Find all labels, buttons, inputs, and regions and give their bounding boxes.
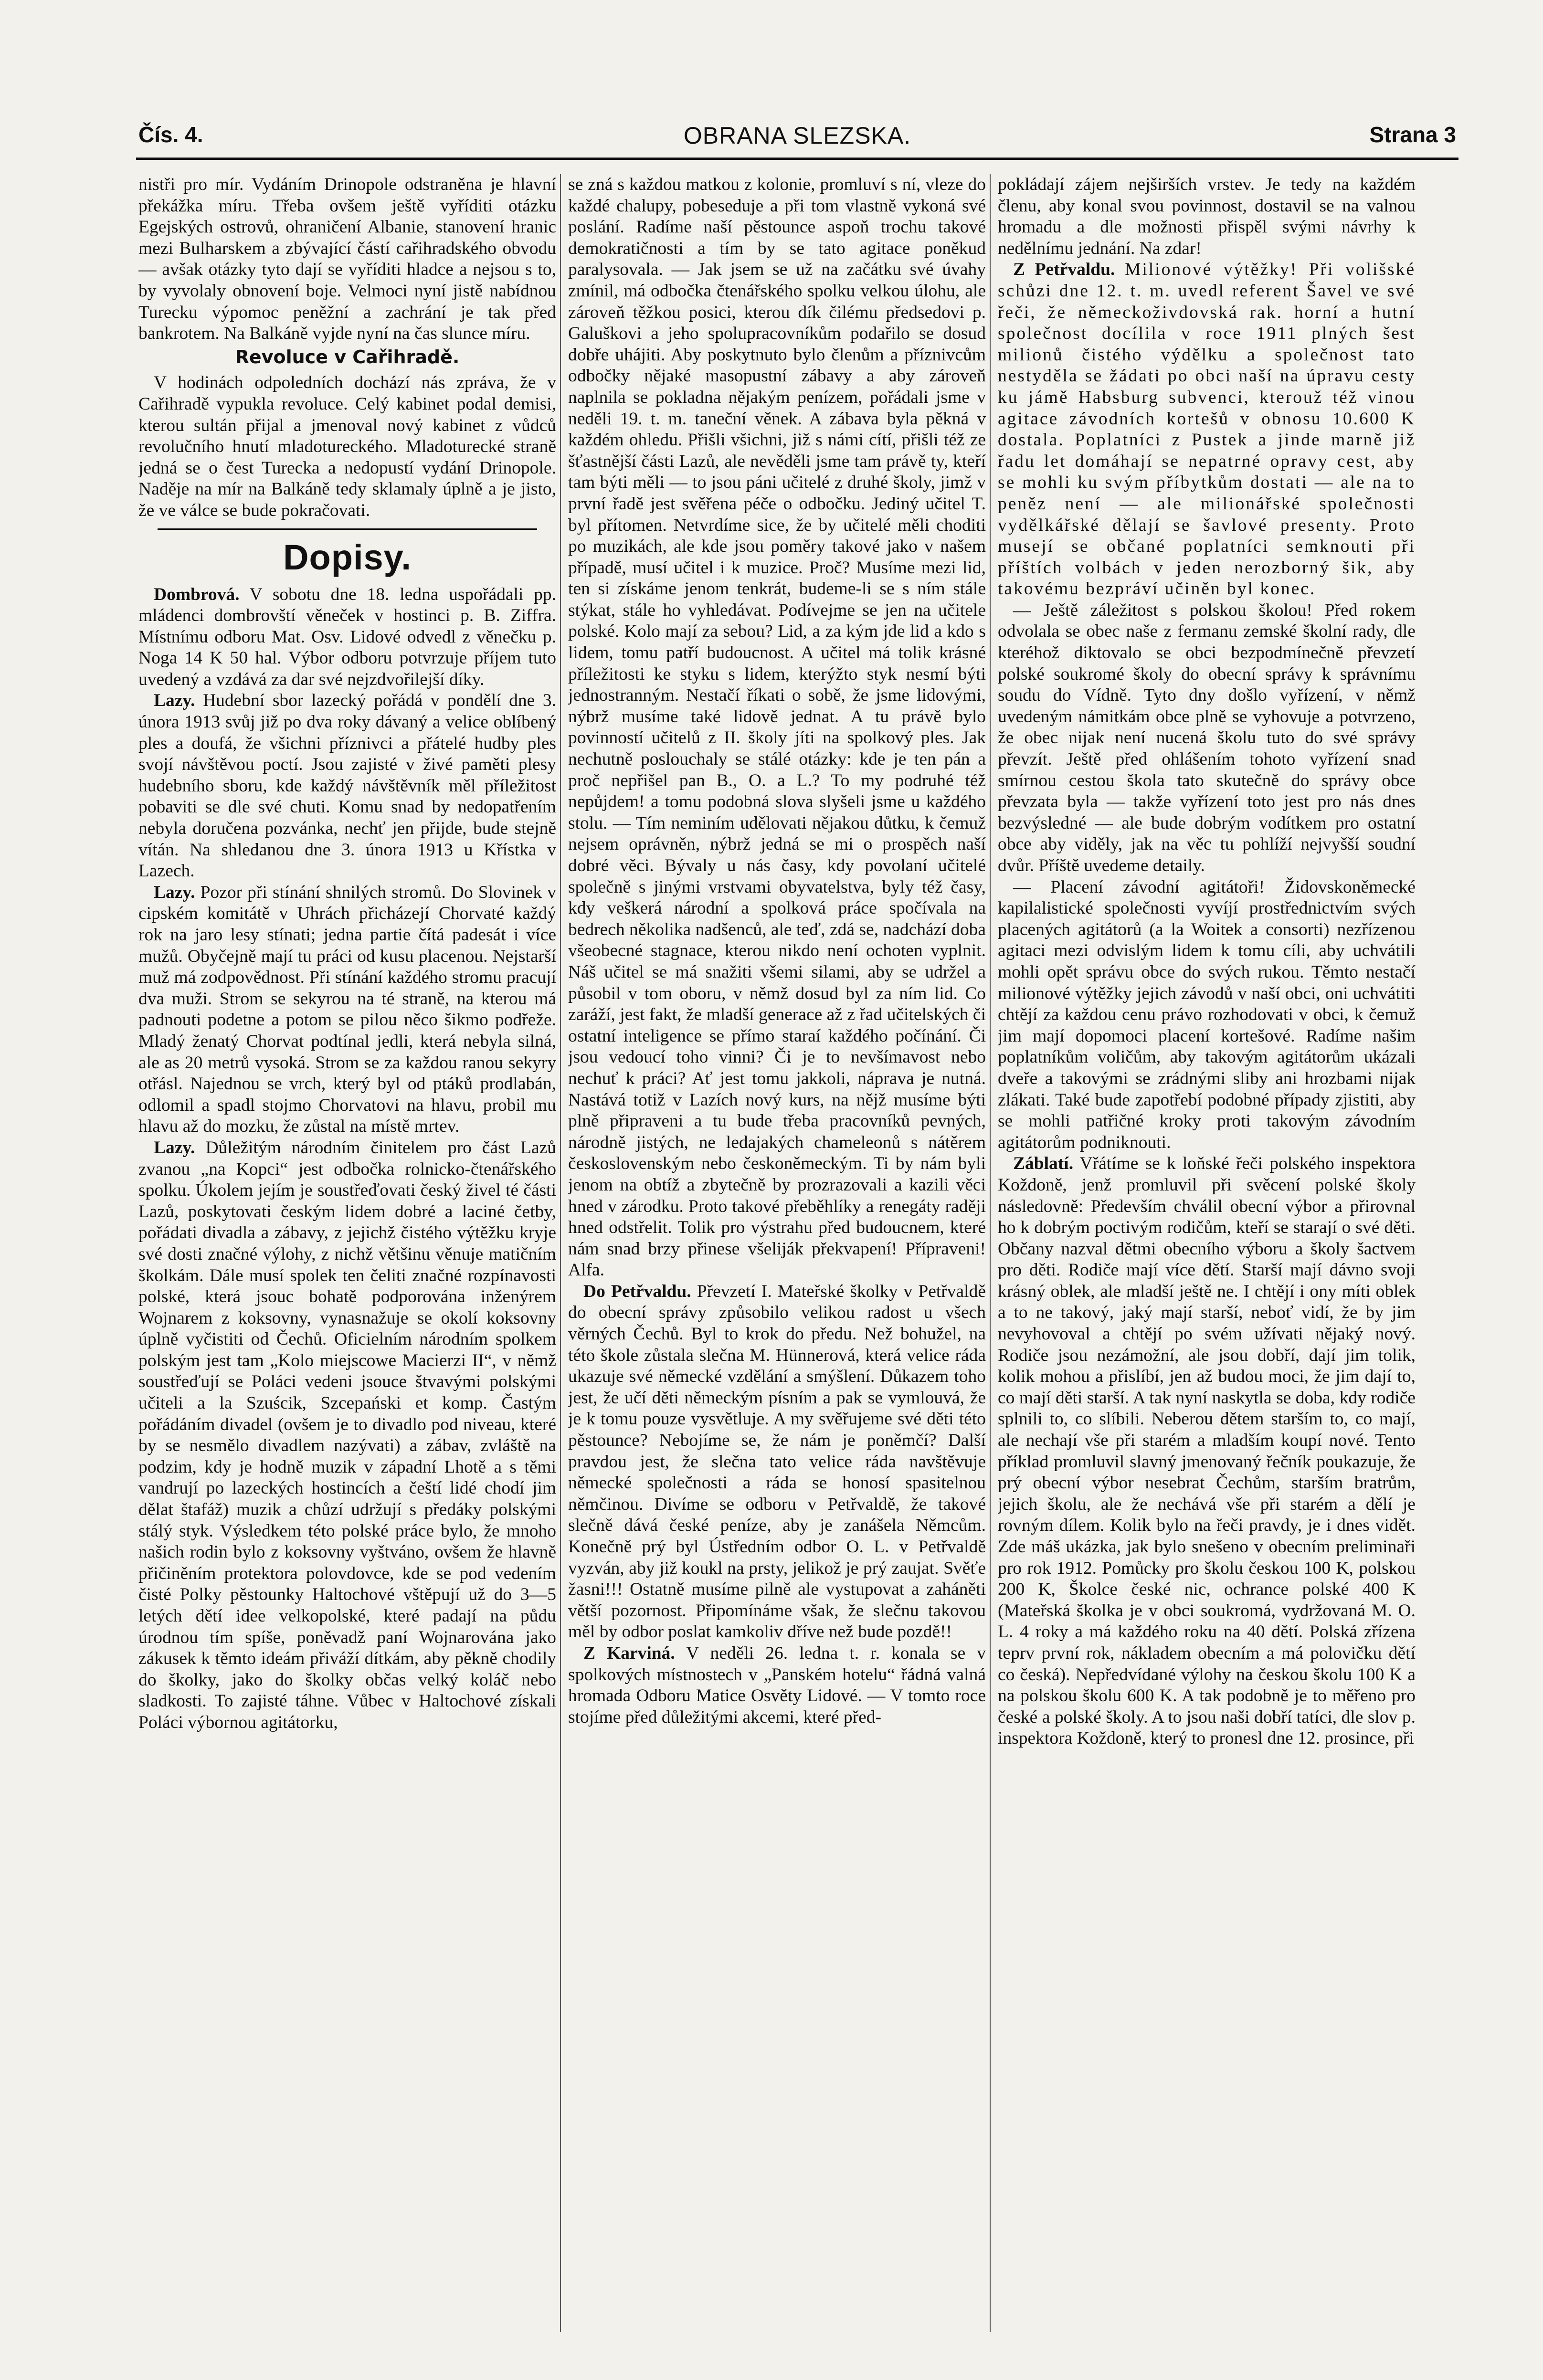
section-heading-dopisy: Dopisy.	[283, 537, 412, 577]
letter-place: Dombrová.	[154, 584, 240, 604]
letter-place: Lazy.	[154, 1137, 195, 1158]
header-rule	[136, 158, 1458, 160]
article-paragraph: pokládají zájem nejširších vrstev. Je tedy na každém členu, aby konal svou povinnost, dostavil se na valnou hromadu a dle možnosti přispěl svými návrhy k nedělnímu jednání. Na zdar!	[998, 175, 1416, 258]
issue-number: Čís. 4.	[138, 122, 203, 147]
column-1	[138, 174, 556, 2344]
column-2	[568, 174, 986, 2344]
letter-text: Milionové výtěžky! Při volišské schůzi dne 12. t. m. uvedl referent Šavel ve své řeči, že německoživdovská rak. horní a hutní společnost docílila v roce 1911 plných šest milionů čistého výdělku a společnost tato nestyděla se žádati po obci naší na úpravu cesty ku jámě Habsburg subvenci, kterouž též vinou agitace závodních kortešů v obnosu 10.600 K dostala. Poplatníci z Pustek a jinde marně již řadu let domáhají se nepatrné opravy cest, aby se mohli ku svým příbytkům dostati — ale na to peněz není — ale milionářské společnosti vydělkářské dělají se šavlové presenty. Proto musejí se občané poplatníci semknouti při příštích volbách v jeden nerozborný šik, aby takovému bezpráví učiněn byl konec.	[998, 260, 1416, 599]
letter-text: Převzetí I. Mateřské školky v Petřvaldě do obecní správy způsobilo velikou radost u všech věrných Čechů. Byl to krok do předu. Než bohužel, na této škole zůstala slečna M. Hünnerová, která velice ráda ukazuje své německé vzdělání a smýšlení. Důkazem toho jest, že učí děti německým písním a pak se vymlouvá, že je k tomu pouze vysvětluje. A my svěřujeme své děti této pěstounce? Nebojíme se, že nám je poněmčí? Další pravdou jest, že slečna tato velice ráda navštěvuje německé společnosti a ráda se honosí spasitelnou němčinou. Divíme se odboru v Petřvaldě, že takové slečně dává české peníze, aby je zanášela Němcům. Konečně prý byl Ústředním odbor O. L. v Petřvaldě vyzván, aby již koukl na prsty, jelikož je prý zaujat. Svěťe žasni!!! Ostatně musíme pilně ale vystupovat a zaháněti větší pozornost. Připomínáme však, že slečnu takovou měl by odbor poslat kamkoliv dříve než bude pozdě!!	[568, 1281, 986, 1642]
letter-paragraph	[138, 1137, 556, 1734]
column-divider	[560, 174, 561, 2332]
letter-text: Vřátíme se k loňské řeči polského inspektora Koždoně, jenž promluvil při svěcení polské školy následovně: Především chválil obecní výbor a přirovnal ho k dobrým poctivým rodičům, kteří se starají o své děti. Občany nazval dětmi obecního výboru a školy šactvem pro děti. Rodiče mají více dětí. Starší mají dávno svoji krásný oblek, ale mladší ještě ne. I chtějí i ony míti oblek a to ne takový, jaký mají starší, neboť vidí, že by jim nevyhovoval a chtějí po svém užívati nějaký nový. Rodiče jsou nezámožní, ale jsou dobří, dají jim tolik, kolik mohou a přislíbí, jen až budou moci, že jim dají to, co mají děti starší. A tak nyní naskytla se doba, kdy rodiče splnili to, co slíbili. Neberou dětem starším to, co mají, ale nechají vše při starém a mladším koupí nové. Tento příklad promluvil slavný jmenovaný řečník poukazuje, že prý obecní výbor nesebrat Čechům, starším bratrům, jejich školu, ale že nechává vše při starém a dělí je rovným dílem. Kolik bylo na řeči pravdy, je i dnes vidět. Zde máš ukázka, jak bylo snešeno v obecním preliminaři pro rok 1912. Pomůcky pro školu českou 100 K, polskou 200 K, Školce české nic, ochrance polské 400 K (Mateřská školka je v obci soukromá, vydržovaná M. O. L. 4 roky a má každého roku na 40 dětí. Polská zřízena teprv první rok, nákladem obecním a má polovičku dětí co česká). Nepředvídané výlohy na českou školu 100 K a na polskou školu 600 K. A tak podobně je to měřeno pro české a polské školy. A to jsou naši dobří tatíci, dle slov p. inspektora Koždoně, který to pronesl dne 12. prosince, při	[998, 1154, 1416, 1748]
article-paragraph: se zná s každou matkou z kolonie, promluví s ní, vleze do každé chalupy, pobeseduje a při tom vlastně vykoná své poslání. Radíme naší pěstounce aspoň trochu takové demokratičnosti a tím by se tato agitace poněkud paralysovala. — Jak jsem se už na začátku své úvahy zmínil, má odbočka čtenářského spolku velkou úlohu, ale zároveň těžkou posici, kterou dík čilému předsedovi p. Galuškovi a jeho spolupracovníkům podařilo se dosud dobře uhájiti. Aby poskytnuto bylo členům a příznivcům odbočky nějaké masopustní zábavy a aby zároveň naplnila se pokladna nějakým penízem, pořádali jsme v neděli 19. t. m. taneční věnek. A zábava byla pěkná v každém ohledu. Přišli všichni, již s námi cítí, přišli též ze šťastnější části Lazů, ale nevěděli jsme tam právě ty, kteří tam býti měli — to jsou páni učitelé z druhé školy, jimž v první řadě jest svěřena péče o odbočku. Jediný učitel T. byl přítomen. Netvrdíme sice, že by učitelé měli choditi po muzikách, ale kde jsou poměry takové jako v našem případě, musí učitel i k muzice. Proč? Musíme mezi lid, ten si získáme jenom tenkrát, budeme-li se s ním stále stýkat, stále ho vyhledávat. Podívejme se jen na učitele polské. Kolo mají za sebou? Lid, a za kým jde lid a kdo s lidem, tomu patří budoucnost. A učitel má tolik krásné příležitosti ke styku s lidem, kterýžto styk nesmí býti jednostranným. Nestačí říkati o sobě, že jsme lidovými, nýbrž musíme také lidově jednat. A tu právě bylo povinností učitelů z II. školy jíti na spolkový ples. Jak nechutně poslouchaly se stálé otázky: kde je ten pán a proč nepřišel pan B., O. a L.? To my podruhé též nepůjdem! a tomu podobná slova slyšeli jsme u každého stolu. — Tím neminím udělovati nějakou důtku, k čemuž nejsem oprávněn, nýbrž jedná se mi o prospěch naší dobré věci. Bývaly u nás časy, kdy povolaní učitelé společně s jinými vrstvami obyvatelstva, byly též časy, kdy veškerá národní a spolková práce spočívala na bedrech několika nadšenců, ale teď, zdá se, nadchází doba všeobecné stagnace, kterou nikdo není ochoten vyplnit. Náš učitel se má snažiti všemi silami, aby se udržel a působil v tom oboru, v němž dosud byl za ním lid. Co zaráží, jest fakt, že mladší generace až z řad učitelských či ostatní inteligence se přímo staraí každého počínání. Či jsou vedoucí toho vinni? Či je to nevšímavost nebo nechuť k práci? Ať jest tomu jakkoli, náprava je nutná. Nastává totiž v Lazích nový kurs, na nějž musíme býti plně připraveni a tu bude třeba pracovníků pevných, národně jistých, ne ledajakých chameleonů s nátěrem československým nebo českoněmeckým. Ti by nám byli jenom na obtíž a zbytečně by prozrazovali a kazili věci hned v zárodku. Proto takové přeběhlíky a renegáty raději hned odstřelit. Tolik pro výstrahu před budoucnem, které nám snad brzy přinese všeliják překvapení! Přípraveni! Alfa.	[568, 175, 986, 1280]
letter-paragraph	[138, 584, 556, 691]
letter-place: Lazy.	[154, 691, 195, 711]
column-3	[998, 174, 1416, 2344]
page-number: Strana 3	[1369, 122, 1456, 147]
letter-paragraph	[998, 1153, 1416, 1749]
letter-place: Do Petřvaldu.	[583, 1281, 691, 1301]
letter-paragraph	[138, 882, 556, 1137]
letter-paragraph	[568, 1281, 986, 1643]
letter-text: Pozor při stínání shnilých stromů. Do Slovinek v cipském komitátě v Uhrách přicházejí Chorvaté každý rok na jaro lesy stínati; jedna partie čítá padesát i více mužů. Obyčejně mají tu práci od kusu placenou. Nejstarší muž má zodpovědnost. Při stínání každého stromu pracují dva muži. Strom se sekyrou na té straně, na kterou má padnouti podetne a potom se pilou něco šikmo podřeže. Mladý ženatý Chorvat podtínal jedli, která nebyla silná, ale as 20 metrů vysoká. Strom se za každou ranou sekyry otřásl. Najednou se vrch, který byl od ptáků prodlabán, odlomil a spadl stojmo Chorvatovi na hlavu, probil mu hlavu až do mozku, že zůstal na místě mrtev.	[138, 882, 556, 1137]
article-paragraph: — Placení závodní agitátoři! Židovskoněmecké kapilalistické společnosti vyvíjí prostřednictvím svých placených agitátorů (a la Woitek a consorti) nezřízenou agitaci mezi odvislým lidem k tomu cíli, aby uchvátili mohli opět správu obce do svých rukou. Těmto nestačí milionové výtěžky jejich závodů v naší obci, oni uchvátiti chtějí za každou cenu právo rozhodovati v obci, k čemuž jim mají dopomoci placení kortešové. Radíme našim poplatníkům voličům, aby takovým agitátorům ukázali dveře a takovými se zrádnými sliby ani hrozbami nijak zlákati. Také bude zapotřebí podobné případy zjistiti, aby se mohli patřičné kroky proti takovým závodním agitátorům podniknouti.	[998, 877, 1416, 1152]
article-paragraph: V hodinách odpoledních dochází nás zpráva, že v Cařihradě vypukla revoluce. Celý kabinet podal demisi, kterou sultán přijal a jmenoval nový kabinet z vůdců revolučního hnutí mladotureckého. Mladoturecké straně jedná se o čest Turecka a nedopustí vydání Drinopole. Naděje na mír na Balkáně tedy sklamaly úplně a je jisto, že ve válce se bude pokračovati.	[138, 373, 556, 520]
letter-paragraph	[138, 690, 556, 882]
section-heading-revoluce: Revoluce v Cařihradě.	[235, 346, 460, 368]
letter-paragraph	[998, 259, 1416, 600]
article-paragraph: — Ještě záležitost s polskou školou! Před rokem odvolala se obec naše z fermanu zemské školní rady, dle kteréhož diktovalo se obci bezpodmínečně převzetí polské soukromé školy do obecní správy k správnímu soudu do Vídně. Tyto dny došlo vyřízení, v němž uvedeným námitkám obce plně se vyhovuje a potvrzeno, že obec nijak není nucená školu tuto do své správy převzít. Ještě před ohlášením tohoto vyřízení snad smírnou cestou škola tato skutečně do správy obce převzata byla — takže vyřízení toto jest pro nás dnes bezvýsledné — ale bude dobrým vodítkem pro ostatní obce aby viděly, jak na věc tu pohlíží nejvyšší soudní dvůr. Příště uvedeme detaily.	[998, 600, 1416, 875]
letter-paragraph	[568, 1643, 986, 1728]
letter-text: V sobotu dne 18. ledna uspořádali pp. mládenci dombrovští věneček v hostinci p. B. Ziffra. Místnímu odboru Mat. Osv. Lidové odvedl z věnečku p. Noga 14 K 50 hal. Výbor odboru potvrzuje příjem tuto uvedený a vzdává za dar své nejzdvořilejší díky.	[138, 584, 556, 689]
article-paragraph: nistři pro mír. Vydáním Drinopole odstraněna je hlavní překážka míru. Třeba ovšem ještě vyříditi otázku Egejských ostrovů, ohraničení Albanie, stanovení hranic mezi Bulharskem a zbývající částí cařihradského obvodu — avšak otázky tyto dají se vyříditi hladce a nejsou s to, by vyvolaly obnovení boje. Velmoci nyní jistě nabídnou Turecku výpomoc peněžní a zachrání je tak před bankrotem. Na Balkáně vyjde nyní na čas slunce míru.	[138, 175, 556, 344]
letter-place: Z Petřvaldu.	[1013, 260, 1115, 280]
letter-place: Z Karviná.	[583, 1643, 675, 1663]
letter-place: Lazy.	[154, 882, 195, 902]
letter-text: V neděli 26. ledna t. r. konala se v spolkových místnostech v „Panském hotelu“ řádná valná hromada Odboru Matice Osvěty Lidové. — V tomto roce stojíme před důležitými akcemi, které před-	[568, 1643, 986, 1727]
section-rule	[158, 528, 537, 530]
letter-text: Důležitým národním činitelem pro část Lazů zvanou „na Kopci“ jest odbočka rolnicko-čtenářského spolku. Úkolem jejím je soustřeďovati český živel té části Lazů, poskytovati českým lidem dobré a laciné četby, pořádati divadla a zábavy, z jejichž čistého výtěžku kryje své dosti značné výlohy, z nichž většinu věnuje matičním školkám. Dále musí spolek ten čeliti značné rozpínavosti polské, která jsouc bohatě podporována inženýrem Wojnarem z koksovny, vynasnažuje se okolí koksovny úplně vyčistiti od Čechů. Oficielním národním spolkem polským jest tam „Kolo miejscowe Macierzi II“, v němž soustřeďují se Poláci vedeni jsouce štvavými polskými učiteli a la Szuścik, Szcepański et komp. Častým pořádáním divadel (ovšem je to divadlo pod niveau, které by se nesmělo divadlem nazývati) a zábav, zvláště na podzim, kdy je hodně muzik v západní Lhotě a s těmi vandrují po lazeckých hostincích a čeští lidé chodí jim dělat štafáž) muzik a chůzí udržují s předáky polskými stálý styk. Výsledkem této polské práce bylo, že mnoho našich rodin bylo z koksovny vyštváno, ovšem že hlavně přičiněním protektora polovdovce, kde se pod vedením čisté Polky pěstounky Haltochové vštěpují už do 3—5 letých dětí idee velkopolské, které padají na půdu úrodnou tím spíše, poněvadž paní Wojnarována jako zákusek k těmto ideám přiváží dítkám, aby pěkně chodily do školky, jako do školky občas velký koláč nebo sladkosti. To zajisté táhne. Vůbec v Haltochové získali Poláci výbornou agitátorku,	[138, 1137, 556, 1732]
newspaper-title: OBRANA SLEZSKA.	[683, 122, 911, 149]
letter-text: Hudební sbor lazecký pořádá v pondělí dne 3. února 1913 svůj již po dva roky dávaný a velice oblíbený ples a doufá, že všichni příznivci a přátelé hudby ples svojí návštěvou poctí. Jsou zajisté v živé paměti plesy hudebního sboru, kde každý návštěvník měl příležitost pobaviti se dle své chuti. Komu snad by nedopatřením nebyla doručena pozvánka, nechť jen přijde, bude stejně vítán. Na shledanou dne 3. února 1913 u Křístka v Lazech.	[138, 691, 556, 881]
column-divider	[990, 174, 991, 2332]
page-header	[138, 122, 1456, 160]
letter-place: Záblatí.	[1013, 1154, 1074, 1174]
